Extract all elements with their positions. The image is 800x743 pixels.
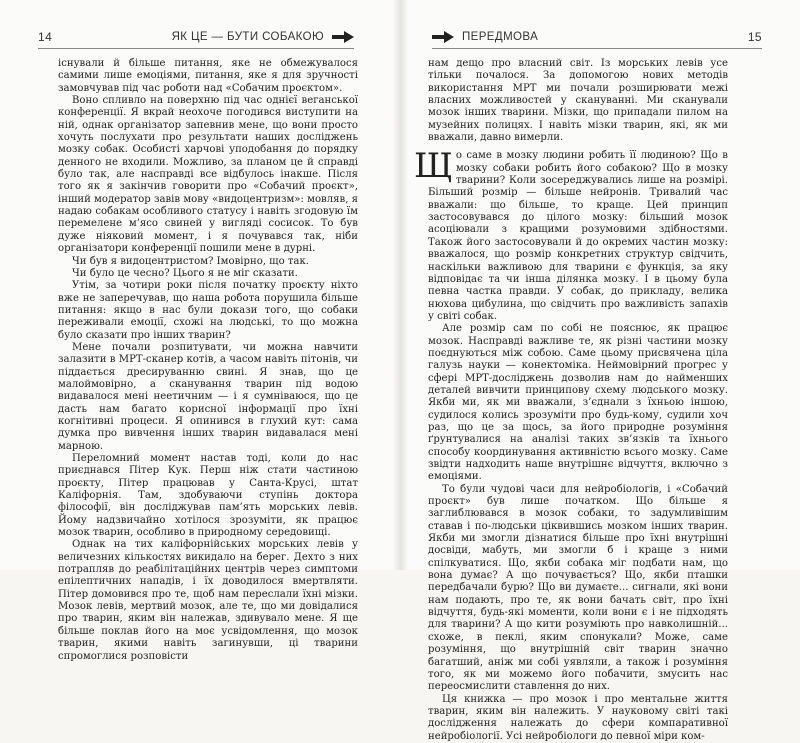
left-page-number: 14 xyxy=(38,30,53,44)
left-page xyxy=(0,0,392,662)
right-running-header xyxy=(432,30,762,48)
drop-cap: Щ xyxy=(414,146,453,187)
paragraph: Чи було це чесно? Цього я не міг сказати. xyxy=(72,267,298,279)
paragraph: Однак на тих каліфорнійських морських левів у величезних кількостях викидало на берег. Дехто з них потрапляв до реабілітаційних центрів через симптоми епілептичних нападів, і їх доводилося вмертвляти. Пітер домовився про те, щоб нам переслали їхні мізки. Мозок левів, мертвий мозок, але те, що ми довідалися про тварин, яким він належав, здивувало мене. Я ще більше поклав його на моє усвідомлення, що мозок тварин, якими навіть загинувши, ці тварини спромоглися розповісти xyxy=(58,539,358,662)
paragraph: Переломний момент настав тоді, коли до нас приєднався Пітер Кук. Перш ніж стати частиною проєкту, Пітер працював у Санта-Крусі, штат Каліфорнія. Там, здобуваючи ступінь доктора філософії, він досліджував пам’ять морських левів. Йому надзвичайно хотілося зрозуміти, як працює мозок тварин, особливо в природному середовищі. xyxy=(58,453,358,539)
paragraph: Але розмір сам по собі не пояснює, як працює мозок. Насправді важливе те, як різні частини мозку поєднуються між собою. Саме цьому присвячена ціла галузь науки — конектоміка. Неймовірний прогрес у сфері МРТ-досліджень дозволив нам до найменших деталей вивчити принципову схему людського мозку. Якби ми, як ми вважали, з’єднали з їхньою іншою, судилося колись зрозуміти про будь-кому, судили хоч раз, що це за щось, за його природне розуміння ґрунтувалися на аналізі таких зв’язків та їхнього способу координування активністю всього мозку. Саме звідти надходить наше внутрішнє відчуття, включно з емоціями. xyxy=(428,323,728,483)
paragraph: Мене почали розпитувати, чи можна навчити залазити в МРТ-сканер котів, а часом навіть пітонів, чи піддається дресируванню свині. Я знав, що це малоймовірно, а сканування тварин під водою видавалося мені неетичним — і я сумніваюся, що це дасть нам багато корисної інформації про їхні когнітивні процеси. Я опинився в глухий кут: сама думка про вивчення інших тварин видавалася мені марною. xyxy=(58,341,358,452)
paragraph: Ця книжка — про мозок і про ментальне життя тварин, яким він належить. У науковому світі такі дослідження належать до сфери компаративної нейробіології. Усі нейробіологи до певної міри ком- xyxy=(428,693,728,742)
left-body-text xyxy=(58,58,358,663)
paragraph: То були чудові часи для нейробіологів, і «Собачий проєкт» був лише початком. Що більше я заглиблювався в мозок собаки, то задумливішим ставав і по-людськи ціквившись мозком інших тварин. Якби ми змогли дізнатися більше про їхні внутрішні досвіди, мабуть, ми змогли б і краще з ними спілкуватися. Що, якби собака міг подбати нам, що вона думає? А що почувається? Що, якби пташки передбачали бурю? Що ви думаєте... сигнали, які вони нам подають, про те, як вони бачать світ, про їхні відчуття, будь-які моменти, коли вони є і не підходять для тварини? А що кити розуміють про навколишній... схоже, в пеклі, яким спонукали? Може, саме розуміння, що внутрішній світ тварин значно багатший, аніж ми собі уявляли, а також і розуміння того, як ми можемо його побачити, змусить нас переосмислити ставлення до них. xyxy=(428,483,728,693)
left-running-title: ЯК ЦЕ — БУТИ СОБАКОЮ xyxy=(171,31,324,43)
paragraph: Воно спливло на поверхню під час однієї веганської конференції. Я вкрай неохоче погодився виступити на ній, однак організатор запевнив мене, що вони просто хочуть послухати про результати наших досліджень мозку собак. Особисті харчові уподобання до порядку денного не входили. Можливо, за планом це й справді було так, але насправді все відбулось інакше. Після того як я закінчив говорити про «Собачий проєкт», інший модератор завів мову «видоцентризм»: мовляв, я надаю собакам особливого статусу і навіть згодовую їм перемелене м’ясо свиней у вигляді сосисок. То був дуже ніяковий момент, і я почувався так, ніби організатори конференції пошили мене в дурні. xyxy=(58,95,358,255)
left-header-rule xyxy=(38,48,354,49)
dropcap-paragraph xyxy=(414,146,728,323)
right-page xyxy=(408,0,800,742)
right-arrow-icon xyxy=(332,31,354,43)
paragraph: Утім, за чотири роки після початку проєкту ніхто вже не заперечував, що наша робота порушила більше питання: якщо в нас були докази того, що собаки переживали емоції, схожі на людські, то що можна було сказати про інших тварин? xyxy=(58,280,358,341)
left-running-header xyxy=(38,30,354,48)
right-page-number: 15 xyxy=(747,30,762,44)
right-running-title: ПЕРЕДМОВА xyxy=(462,31,539,43)
right-body-text xyxy=(414,58,728,743)
dropcap-paragraph-text: о саме в мозку людини робить її людиною? Що в мозку собаки робить його собакою? Що в мозку тварини? Коли зосереджувались лише на розмірі. Більший розмір — більше нейронів. Тривалий час вважали: що більше, то краще. Цей принцип застосовувався до цілого мозку: більший мозок асоціювали з кращими розумовими здібностями. Також його застосовували й до окремих частин мозку: вважалося, що розмір конкретних структур свідчить, наскільки важливою для тварини є функція, за яку відповідає та чи інша ділянка мозку. І в цьому була певна частка правди. У собак, до прикладу, велика нюхова цибулина, що свідчить про важливість запахів у світі собак. xyxy=(428,150,728,322)
paragraph: нам дещо про власний світ. Із морських левів усе тільки почалося. За допомогою нових методів використання МРТ ми почали розширювати межі власних можливостей у скануванні. Ми сканували мозок інших тварини. Мізки, що припадали пилом на музейних полицях. І навіть мізки тварин, які, як ми вважали, давно вимерли. xyxy=(428,58,728,144)
right-header-rule xyxy=(432,48,762,49)
paragraph: існували й більше питання, яке не обмежувалося самими лише емоціями, питання, яке я для зручності замовчував під час роботи над «Собачим проєктом». xyxy=(58,58,358,94)
book-gutter xyxy=(392,0,408,570)
right-arrow-icon xyxy=(432,31,454,43)
paragraph: Чи був я видоцентристом? Імовірно, що так. xyxy=(72,255,309,267)
